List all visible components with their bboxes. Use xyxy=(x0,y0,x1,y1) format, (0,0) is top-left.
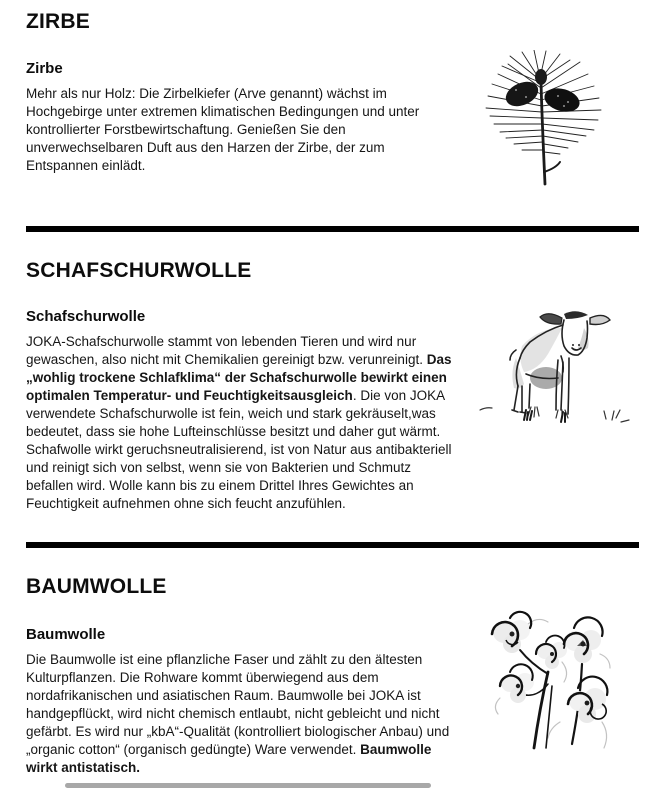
text-run: . Die von JOKA verwendete Schafschurwolle ist fein, weich und stark gekräuselt,was bedeutet, dass sie hohe Lufteinschlüsse besitzt und daher gut wärmt. Schafwolle wirkt geruchsneutralisierend, ist von Natur aus antibakteriell und reinigt sich von selbst, wenn sie von Bakterien und Schmutz befallen wird. Wolle kann bis zu einem Drittel Ihres Gewichtes an Feuchtigkeit aufnehmen ohne sich feucht anzufühlen. xyxy=(26,388,452,511)
paragraph-zirbe xyxy=(26,85,454,175)
subsection-title-zirbe: Zirbe xyxy=(26,60,63,77)
section-title-zirbe: ZIRBE xyxy=(26,10,90,33)
text-run-bold: Das „wohlig trockene Schlafklima“ der Schafschurwolle bewirkt einen optimalen Temperatur- und Feuchtigkeitsausgleich xyxy=(26,352,452,403)
subsection-title-baumwolle: Baumwolle xyxy=(26,626,106,643)
text-run: Mehr als nur Holz: Die Zirbelkiefer (Arve genannt) wächst im Hochgebirge unter extremen klimatischen Bedingungen und unter kontrollierter Forstbewirtschaftung. Genießen Sie den unverwechselbaren Duft aus den Harzen der Zirbe, der zum Entspannen einlädt. xyxy=(26,86,420,173)
cotton-plant-illustration-icon xyxy=(476,602,628,750)
paragraph-schafschurwolle xyxy=(26,333,454,513)
text-run-bold: Baumwolle wirkt antistatisch. xyxy=(26,742,432,775)
text-run: JOKA-Schafschurwolle stammt von lebenden Tieren und wird nur gewaschen, also nicht mit Chemikalien gereinigt bzw. verunreinigt. xyxy=(26,334,427,367)
section-title-schafschurwolle: SCHAFSCHURWOLLE xyxy=(26,259,252,282)
section-divider xyxy=(26,542,639,548)
horizontal-scrollbar-thumb[interactable] xyxy=(65,783,431,788)
paragraph-baumwolle xyxy=(26,651,454,777)
pine-branch-illustration-icon xyxy=(482,50,608,188)
lamb-illustration-icon xyxy=(466,298,638,436)
subsection-title-schafschurwolle: Schafschurwolle xyxy=(26,308,146,325)
section-divider xyxy=(26,226,639,232)
section-title-baumwolle: BAUMWOLLE xyxy=(26,575,167,598)
text-run: Die Baumwolle ist eine pflanzliche Faser und zählt zu den ältesten Kulturpflanzen. Die Rohware kommt überwiegend aus dem nordafrikanischen und asiatischen Raum. Baumwolle bei JOKA ist handgepflückt, wird nicht chemisch entlaubt, nicht gebleicht und nicht gefärbt. Es wird nur „kbA“-Qualität (kontrolliert biologischer Anbau) und „organic cotton“ (organisch gedüngte) Ware verwendet. xyxy=(26,652,450,757)
